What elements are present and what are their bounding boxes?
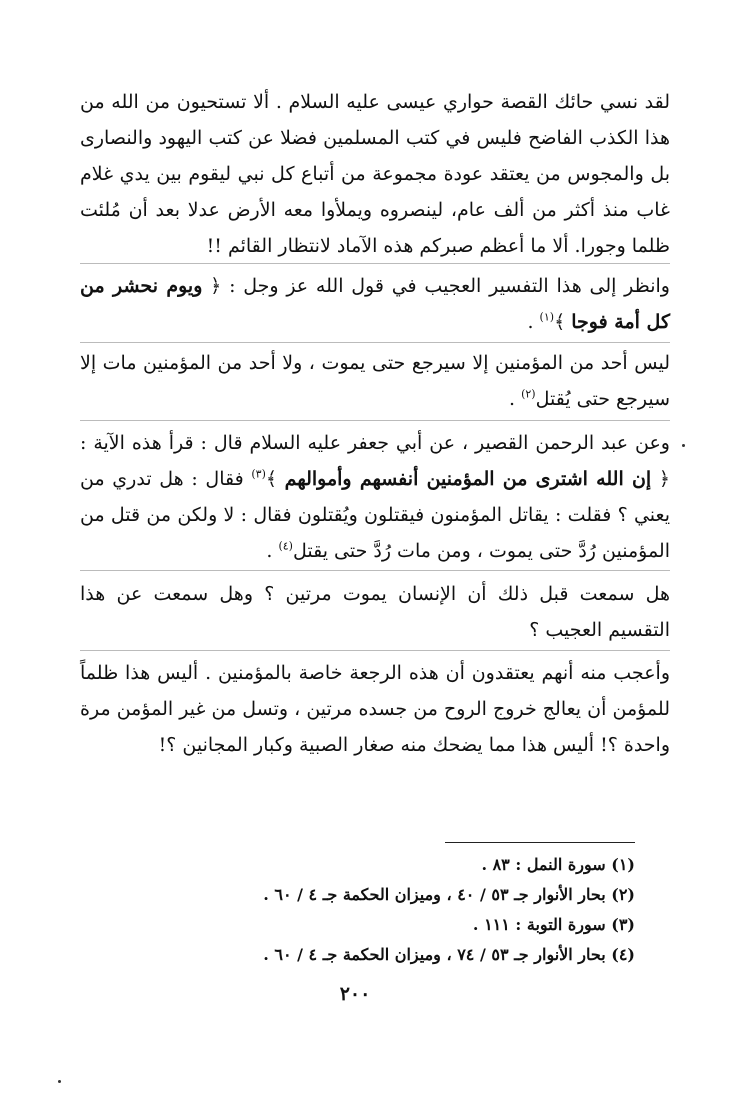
paragraph-4-body: فقال : هل تدري من يعني ؟ فقلت : يقاتل المؤمنون فيقتلون ويُقتلون فقال : لا ولكن من قتل من المؤمنين رُدَّ حتى يموت ، ومن مات رُدَّ حتى يقتل xyxy=(80,468,670,562)
paragraph-divider xyxy=(80,420,670,421)
footnote-2: (٢) بحار الأنوار جـ ٥٣ / ٤٠ ، وميزان الحكمة جـ ٤ / ٦٠ . xyxy=(263,885,635,904)
footnote-ref-1: (١) xyxy=(539,310,555,324)
footnote-4: (٤) بحار الأنوار جـ ٥٣ / ٧٤ ، وميزان الحكمة جـ ٤ / ٦٠ . xyxy=(263,945,635,964)
paragraph-3 xyxy=(80,345,670,417)
footnote-ref-3: (٣) xyxy=(251,467,266,481)
paragraph-4 xyxy=(80,425,670,569)
footnote-separator xyxy=(445,842,635,843)
paragraph-5-text: هل سمعت قبل ذلك أن الإنسان يموت مرتين ؟ وهل سمعت عن هذا التقسيم العجيب ؟ xyxy=(80,583,670,641)
quote-close-bracket: ﴾ xyxy=(265,468,277,490)
paragraph-2-intro: وانظر إلى هذا التفسير العجيب في قول الله عز وجل : ﴿ xyxy=(210,275,670,297)
footnote-1: (١) سورة النمل : ٨٣ . xyxy=(481,855,635,874)
paragraph-5 xyxy=(80,576,670,648)
paragraph-divider xyxy=(80,570,670,571)
paragraph-1 xyxy=(80,84,670,264)
paragraph-3-end: . xyxy=(508,388,522,410)
paragraph-3-text: ليس أحد من المؤمنين إلا سيرجع حتى يموت ، ولا أحد من المؤمنين مات إلا سيرجع حتى يُقتل xyxy=(80,352,670,410)
paragraph-divider xyxy=(80,263,670,264)
quran-quote-1: ويوم نحشر من كل أمة فوجا xyxy=(80,275,670,333)
page-number: ٢٠٠ xyxy=(339,983,371,1005)
footnote-3: (٣) سورة التوبة : ١١١ . xyxy=(472,915,635,934)
paragraph-2-end: . xyxy=(527,311,540,333)
paragraph-6-text: وأعجب منه أنهم يعتقدون أن هذه الرجعة خاصة بالمؤمنين . أليس هذا ظلماً للمؤمن أن يعالج خروج الروح من جسده مرتين ، وتسل من غير المؤمن مرة واحدة ؟! أليس هذا مما يضحك منه صغار الصبية وكبار المجانين ؟! xyxy=(80,662,670,756)
paragraph-divider xyxy=(80,650,670,651)
quran-quote-2: إن الله اشترى من المؤمنين أنفسهم وأموالهم xyxy=(284,468,652,490)
footnote-ref-2: (٢) xyxy=(521,387,536,401)
scan-speck xyxy=(58,1080,61,1083)
footnote-ref-4: (٤) xyxy=(278,539,293,553)
paragraph-4-intro: وعن عبد الرحمن القصير ، عن أبي جعفر عليه السلام قال : قرأ هذه الآية : ﴿ xyxy=(80,432,671,490)
paragraph-6 xyxy=(80,655,670,763)
paragraph-2 xyxy=(80,268,670,340)
scan-speck xyxy=(682,444,685,447)
paragraph-1-text: لقد نسي حائك القصة حواري عيسى عليه السلام . ألا تستحيون من الله من هذا الكذب الفاضح فليس في كتب المسلمين فضلا عن كتب اليهود والنصارى بل والمجوس من يعتقد عودة مجموعة من أتباع كل نبي ليقوم بين يدي غلام غاب منذ أكثر من ألف عام، لينصروه ويملأوا معه الأرض عدلا بعد أن مُلئت ظلما وجورا. ألا ما أعظم صبركم هذه الآماد لانتظار القائم !! xyxy=(80,91,671,257)
paragraph-4-end: . xyxy=(266,540,279,562)
footnotes xyxy=(180,850,635,970)
quote-close-bracket: ﴾ xyxy=(554,311,566,333)
paragraph-divider xyxy=(80,342,670,343)
